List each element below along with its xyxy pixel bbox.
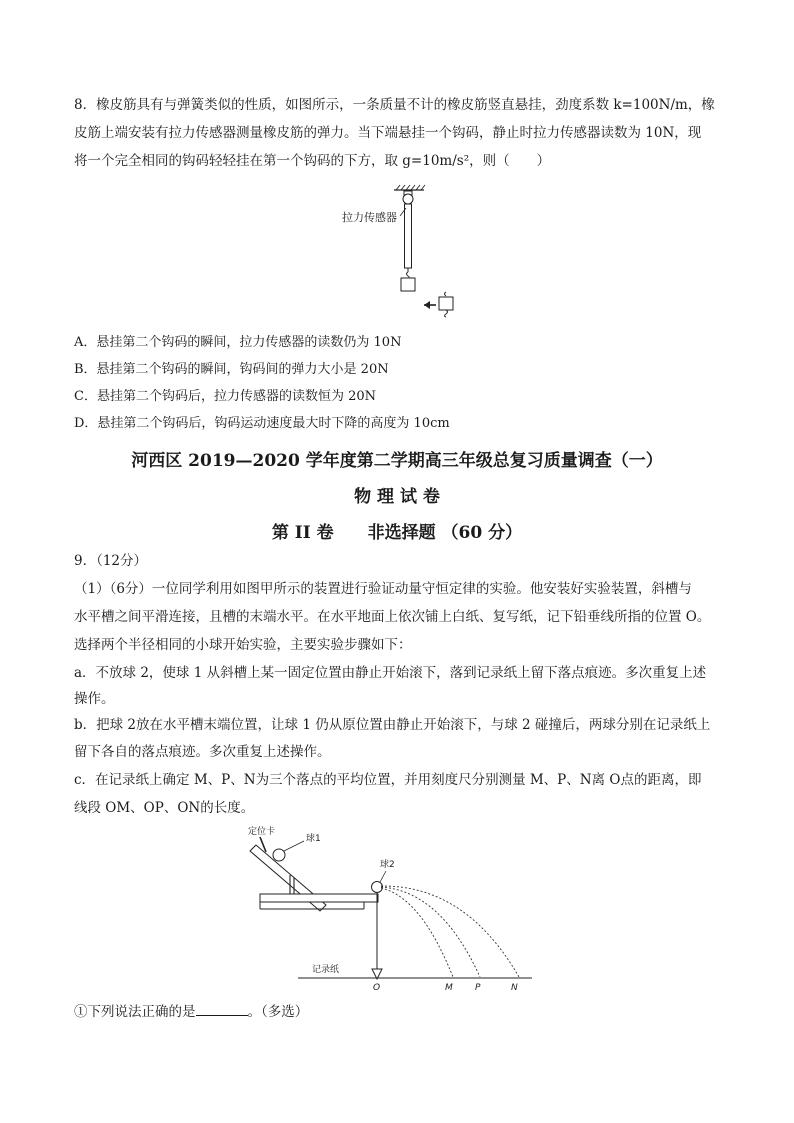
point-m-label: M [445,983,453,993]
q9-step-c-line-1: c．在记录纸上确定 M、P、N为三个落点的平均位置，并用刻度尺分别测量 M、P、N离 O点的距离，即 [74,772,702,788]
q9-sub1-suffix: 。（多选） [247,1004,309,1020]
q9-step-b-line-1: b．把球 2放在水平槽末端位置，让球 1 仍从原位置由静止开始滚下，与球 2 碰撞后，两球分别在记录纸上 [74,717,711,733]
q9-step-b-line-2: 留下各自的落点痕迹。多次重复上述操作。 [74,744,331,760]
q8-option-a: A．悬挂第二个钩码的瞬间，拉力传感器的读数仍为 10N [74,335,402,350]
q8-line-1: 8．橡皮筋具有与弹簧类似的性质，如图所示，一条质量不计的橡皮筋竖直悬挂，劲度系数 k=100N/m，橡 [74,97,715,113]
q9-p1-line-3: 选择两个半径相同的小球开始实验，主要实验步骤如下： [74,637,412,653]
q8-line-2: 皮筋上端安装有拉力传感器测量橡皮筋的弹力。当下端悬挂一个钩码，静止时拉力传感器读数为 10N，现 [74,125,702,141]
stop-card-label: 定位卡 [248,827,276,837]
point-p-label: P [475,983,481,993]
q9-head: 9．（12分） [74,553,148,569]
exam-title: 河西区 2019—2020 学年度第二学期高三年级总复习质量调查（一） [131,451,663,471]
ball1-label: 球1 [306,834,321,844]
q9-sub1 [74,1003,724,1021]
exam-subject: 物 理 试 卷 [354,487,440,507]
q8-option-d: D．悬挂第二个钩码后，钩码运动速度最大时下降的高度为 10cm [74,416,450,431]
q8-option-b: B．悬挂第二个钩码的瞬间，钩码间的弹力大小是 20N [74,362,389,377]
q9-figure-collision-apparatus [246,825,546,995]
record-paper-label: 记录纸 [312,965,340,975]
q9-sub1-prefix: ①下列说法正确的是 [74,1004,196,1020]
q9-p1-line-1: （1）（6分）一位同学利用如图甲所示的装置进行验证动量守恒定律的实验。他安装好实验装置，斜槽与 [74,581,692,597]
q8-figure-sensor-rubber-band [330,184,480,326]
q9-step-a-line-1: a．不放球 2，使球 1 从斜槽上某一固定位置由静止开始滚下，落到记录纸上留下落点痕迹。多次重复上述 [74,665,707,681]
q9-step-c-line-2: 线段 OM、OP、ON的长度。 [74,800,255,816]
sensor-label: 拉力传感器 [342,211,397,224]
q8-option-c: C．悬挂第二个钩码后，拉力传感器的读数恒为 20N [74,389,376,404]
q9-step-a-line-2: 操作。 [74,691,115,707]
q8-line-3: 将一个完全相同的钩码轻轻挂在第一个钩码的下方，取 g=10m/s²，则（ ） [74,153,551,169]
section-title: 第 II 卷 非选择题 （60 分） [271,523,523,543]
ball2-label: 球2 [380,860,395,870]
answer-blank[interactable] [196,1003,248,1016]
q9-p1-line-2: 水平槽之间平滑连接，且槽的末端水平。在水平地面上依次铺上白纸、复写纸，记下铅垂线所指的位置 O。 [74,609,711,625]
point-n-label: N [511,983,518,993]
point-o-label: O [373,983,381,993]
